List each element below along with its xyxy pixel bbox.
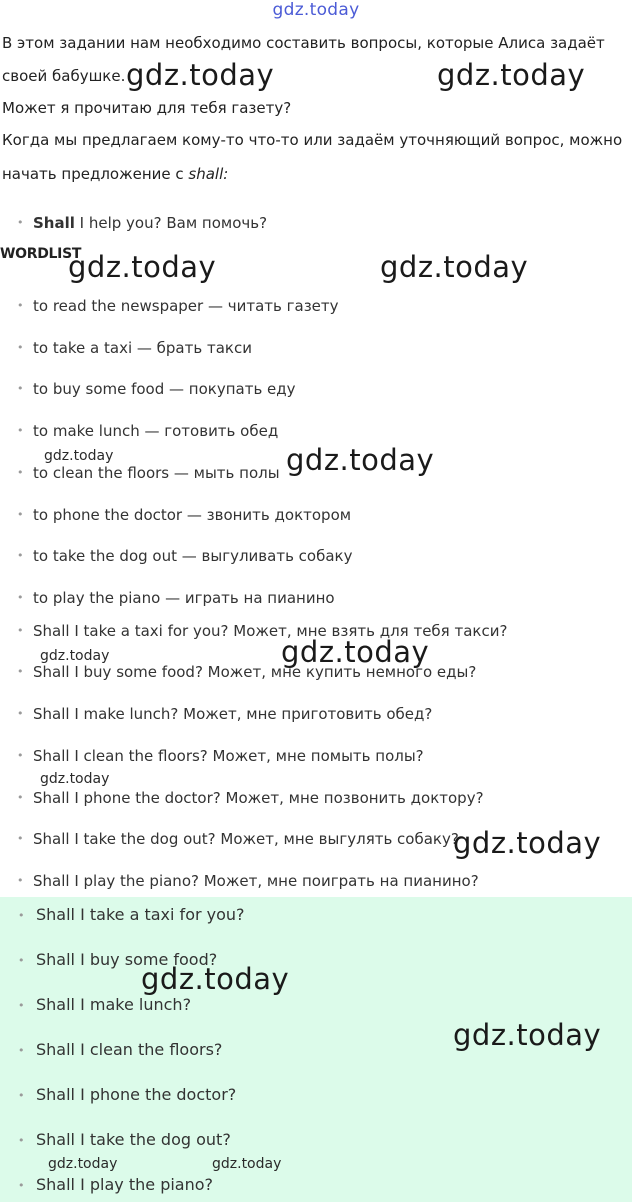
intro-line-2: своей бабушке.: [2, 67, 126, 85]
bullet-icon: •: [18, 954, 25, 967]
translation-text: Shall I make lunch? Может, мне приготовить обед?: [33, 705, 433, 723]
watermark: gdz.today: [48, 1156, 118, 1172]
wordlist-heading: WORDLIST: [0, 246, 82, 262]
translation-text: Shall I play the piano? Может, мне поиграть на пианино?: [33, 872, 479, 890]
intro-line-5: [2, 164, 228, 184]
bullet-icon: •: [17, 508, 24, 521]
wordlist-item-text: to read the newspaper — читать газету: [33, 297, 339, 315]
bullet-icon: •: [17, 791, 24, 804]
bullet-icon: •: [17, 874, 24, 887]
intro-line-5-text: начать предложение с: [2, 165, 189, 183]
answer-text: Shall I clean the floors?: [36, 1040, 223, 1059]
bullet-icon: •: [17, 424, 24, 437]
answer-text: Shall I phone the doctor?: [36, 1085, 237, 1104]
bullet-icon: •: [17, 382, 24, 395]
bullet-icon: •: [17, 341, 24, 354]
bullet-icon: •: [17, 299, 24, 312]
bullet-icon: •: [18, 1179, 25, 1192]
shall-emphasis: shall:: [188, 165, 229, 183]
bullet-icon: •: [17, 216, 24, 229]
bullet-icon: •: [18, 999, 25, 1012]
answer-text: Shall I buy some food?: [36, 950, 218, 969]
watermark: gdz.today: [126, 58, 275, 92]
bullet-icon: •: [18, 1044, 25, 1057]
watermark: gdz.today: [68, 250, 217, 284]
bullet-icon: •: [17, 624, 24, 637]
translation-text: Shall I take the dog out? Может, мне выгулять собаку?: [33, 830, 459, 848]
watermark: gdz.today: [281, 635, 430, 669]
bullet-icon: •: [17, 466, 24, 479]
bullet-icon: •: [17, 832, 24, 845]
watermark: gdz.today: [40, 648, 110, 664]
watermark: gdz.today: [453, 826, 602, 860]
watermark: gdz.today: [380, 250, 529, 284]
translation-text: Shall I buy some food? Может, мне купить немного еды?: [33, 663, 477, 681]
wordlist-item-text: to clean the floors — мыть полы: [33, 464, 280, 482]
wordlist-item-text: to take the dog out — выгуливать собаку: [33, 547, 353, 565]
intro-line-4: Когда мы предлагаем кому-то что-то или задаём уточняющий вопрос, можно: [2, 131, 623, 149]
watermark: gdz.today: [437, 58, 586, 92]
watermark: gdz.today: [40, 771, 110, 787]
wordlist-item-text: to buy some food — покупать еду: [33, 380, 296, 398]
intro-line-1: В этом задании нам необходимо составить вопросы, которые Алиса задаёт: [2, 34, 605, 52]
watermark: gdz.today: [453, 1018, 602, 1052]
answer-text: Shall I take the dog out?: [36, 1130, 231, 1149]
wordlist-item-text: to take a taxi — брать такси: [33, 339, 252, 357]
answer-text: Shall I play the piano?: [36, 1175, 214, 1194]
watermark: gdz.today: [141, 962, 290, 996]
bullet-icon: •: [17, 665, 24, 678]
wordlist-item-text: to phone the doctor — звонить доктором: [33, 506, 352, 524]
wordlist-item-text: to make lunch — готовить обед: [33, 422, 279, 440]
rule-rest: I help you? Вам помочь?: [74, 214, 268, 232]
translation-text: Shall I phone the doctor? Может, мне позвонить доктору?: [33, 789, 484, 807]
bullet-icon: •: [17, 749, 24, 762]
bullet-icon: •: [18, 1134, 25, 1147]
bullet-icon: •: [18, 909, 25, 922]
intro-line-3: Может я прочитаю для тебя газету?: [2, 99, 292, 117]
rule-bold: Shall: [33, 214, 75, 232]
watermark: gdz.today: [212, 1156, 282, 1172]
bullet-icon: •: [18, 1089, 25, 1102]
bullet-icon: •: [17, 549, 24, 562]
wordlist-item-text: to play the piano — играть на пианино: [33, 589, 335, 607]
translation-text: Shall I take a taxi for you? Может, мне взять для тебя такси?: [33, 622, 508, 640]
bullet-icon: •: [17, 707, 24, 720]
answer-text: Shall I take a taxi for you?: [36, 905, 245, 924]
watermark: gdz.today: [44, 448, 114, 464]
watermark: gdz.today: [286, 443, 435, 477]
bullet-icon: •: [17, 591, 24, 604]
rule-text: [33, 213, 267, 233]
translation-text: Shall I clean the floors? Может, мне помыть полы?: [33, 747, 424, 765]
answer-text: Shall I make lunch?: [36, 995, 192, 1014]
site-watermark-header: gdz.today: [272, 0, 360, 20]
